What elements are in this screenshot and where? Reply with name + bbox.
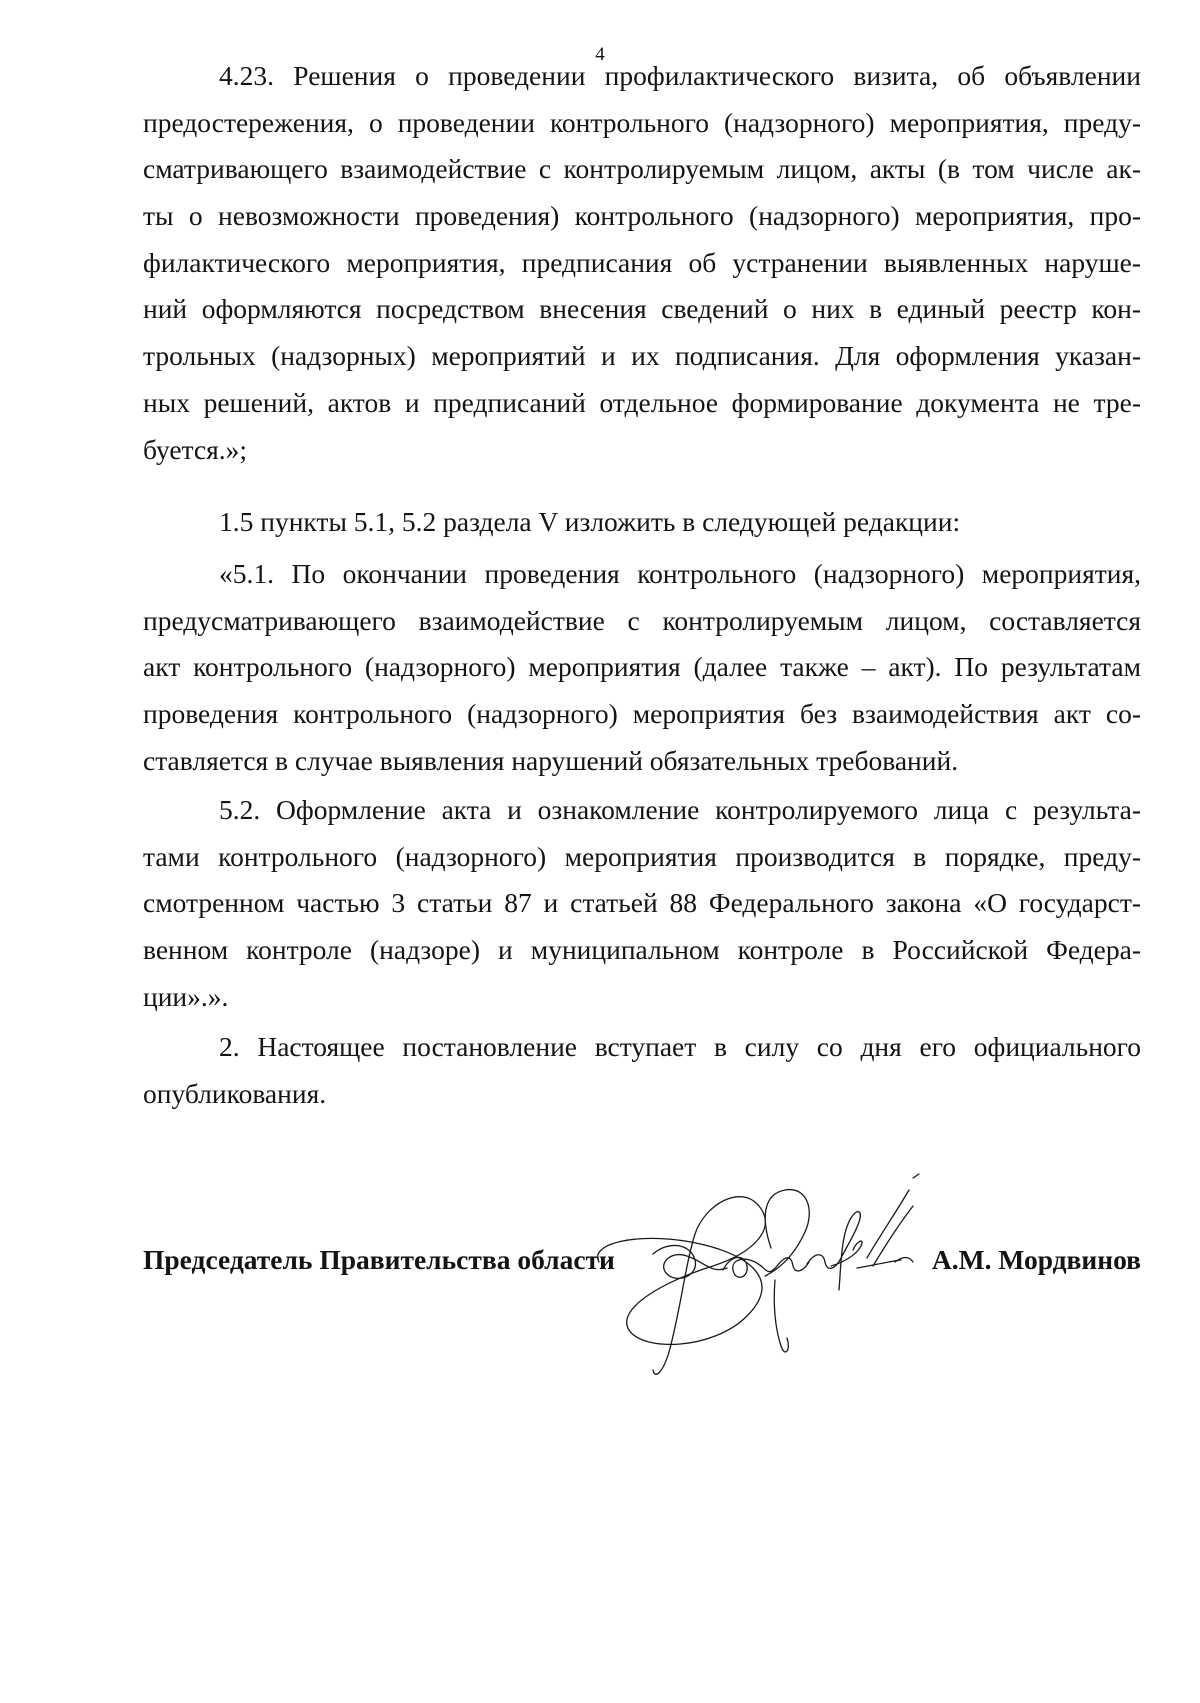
text-line: 5.2. Оформление акта и ознакомление контролируемого лица с результа- <box>219 794 1141 825</box>
text-line: ний оформляются посредством внесения сведений о них в единый реестр кон- <box>143 293 1141 325</box>
text-line: ных решений, актов и предписаний отдельное формирование документа не тре- <box>143 386 1141 418</box>
text-line: филактического мероприятия, предписания об устранении выявленных наруше- <box>143 246 1141 278</box>
text-line: смотренном частью 3 статьи 87 и статьей 88 Федерального закона «О государст- <box>143 887 1141 919</box>
signatory-name: А.М. Мордвинов <box>931 1244 1141 1275</box>
paragraph-4-23 <box>143 53 1141 473</box>
text-line: тами контрольного (надзорного) мероприятия производится в порядке, преду- <box>143 840 1141 872</box>
paragraph-5-2 <box>143 787 1141 1020</box>
paragraph-1-5 <box>143 499 1141 546</box>
text-line: ции».». <box>143 980 229 1012</box>
text-line: опубликования. <box>143 1077 327 1109</box>
text-line: венном контроле (надзоре) и муниципальном контроле в Российской Федера- <box>143 934 1141 966</box>
text-line: ты о невозможности проведения) контрольного (надзорного) мероприятия, про- <box>143 200 1141 232</box>
page-number: 4 <box>595 44 605 65</box>
text-line: акт контрольного (надзорного) мероприятия (далее также – акт). По результатам <box>143 651 1141 683</box>
paragraph-2 <box>143 1024 1141 1117</box>
paragraph-5-1 <box>143 551 1141 784</box>
signatory-position: Председатель Правительства области <box>143 1244 615 1275</box>
text-line: 2. Настоящее постановление вступает в силу со дня его официального <box>219 1031 1141 1062</box>
text-line: сматривающего взаимодействие с контролируемым лицом, акты (в том числе ак- <box>143 153 1141 185</box>
signature-line <box>143 1235 1141 1285</box>
text-line: предостережения, о проведении контрольного (надзорного) мероприятия, преду- <box>143 106 1141 138</box>
text-line: проведения контрольного (надзорного) мероприятия без взаимодействия акт со- <box>143 698 1141 730</box>
text-line: «5.1. По окончании проведения контрольного (надзорного) мероприятия, <box>219 558 1141 589</box>
text-line: ставляется в случае выявления нарушений обязательных требований. <box>143 744 959 776</box>
text-line: трольных (надзорных) мероприятий и их подписания. Для оформления указан- <box>143 340 1141 372</box>
text-line: предусматривающего взаимодействие с контролируемым лицом, составляется <box>143 604 1141 636</box>
text-line: 4.23. Решения о проведении профилактического визита, об объявлении <box>219 60 1141 91</box>
text-line: буется.»; <box>143 433 248 465</box>
text-line: 1.5 пункты 5.1, 5.2 раздела V изложить в следующей редакции: <box>219 506 961 537</box>
